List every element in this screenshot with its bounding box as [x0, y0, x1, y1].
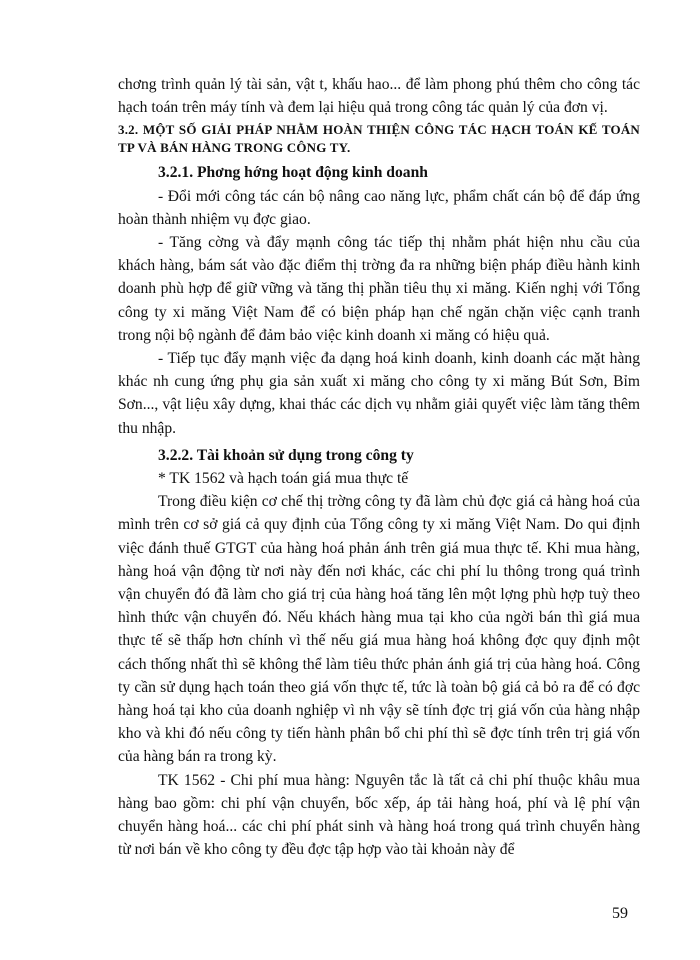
paragraph-diversification: - Tiếp tục đẩy mạnh việc đa dạng hoá kinh doanh, kinh doanh các mặt hàng khác nh cung ứng phụ gia sản xuất xi măng cho công ty xi măng Bút Sơn, Bỉm Sơn..., vật liệu xây dựng, khai thác các dịch vụ nhằm giải quyết việc làm tăng thêm thu nhập. — [118, 350, 640, 437]
paragraph-staff-renewal: - Đổi mới công tác cán bộ nâng cao năng lực, phẩm chất cán bộ để đáp ứng hoàn thành nhiệm vụ đợc giao. — [118, 187, 640, 228]
subsection-heading-3-2-1: 3.2.1. Phơng hớng hoạt động kinh doanh — [158, 164, 428, 182]
page-number: 59 — [612, 905, 628, 922]
paragraph-continuation: chơng trình quản lý tài sản, vật t, khấu hao... để làm phong phú thêm cho công tác hạch toán trên máy tính và đem lại hiệu quả trong công tác quản lý của đơn vị. — [118, 76, 640, 117]
paragraph-market-conditions: Trong điều kiện cơ chế thị trờng công ty đã làm chủ đợc giá cả hàng hoá của mình trên cơ sở giá cả quy định của Tổng công ty xi măng Việt Nam. Do qui định việc đánh thuế GTGT của hàng hoá phản ánh trên giá mua thực tế. Khi mua hàng, hàng hoá vận động từ nơi này đến nơi khác, các chi phí lu thông trong quá trình vận chuyển đó đã làm cho giá trị của hàng hoá tăng lên một lợng phù hợp tuỳ theo hình thức vận chuyển đó. Nếu khách hàng mua tại kho của ngời bán thì giá mua thực tế sẽ thấp hơn chính vì thế nếu giá mua hàng hoá không đợc quy định một cách thống nhất thì sẽ không thể làm tiêu thức phản ánh giá trị của hàng hoá. Công ty cần sử dụng hạch toán theo giá vốn thực tế, tức là toàn bộ giá cả bỏ ra để có đợc hàng hoá tại kho của doanh nghiệp vì nh vậy sẽ tính đợc trị giá vốn của hàng nhập kho và khi đó nếu công ty tiến hành phân bổ chi phí thì sẽ đợc tính trên trị giá vốn của hàng bán ra trong kỳ. — [118, 493, 640, 766]
section-heading-3-2: 3.2. MỘT SỐ GIẢI PHÁP NHẰM HOÀN THIỆN CÔNG TÁC HẠCH TOÁN KẾ TOÁN TP VÀ BÁN HÀNG TRONG CÔNG TY. — [118, 122, 640, 156]
subsection-heading-3-2-2: 3.2.2. Tài khoản sử dụng trong công ty — [158, 446, 414, 464]
page-body — [118, 73, 640, 862]
paragraph-purchase-costs: TK 1562 - Chi phí mua hàng: Nguyên tắc là tất cả chi phí thuộc khâu mua hàng bao gồm: chi phí vận chuyển, bốc xếp, áp tải hàng hoá, phí và lệ phí vận chuyển hàng hoá... các chi phí phát sinh và hàng hoá trong quá trình chuyển hàng từ nơi bán về kho công ty đều đợc tập hợp vào tài khoản này để — [118, 771, 640, 859]
paragraph-tk-1562-intro: * TK 1562 và hạch toán giá mua thực tế — [158, 470, 409, 488]
paragraph-marketing: - Tăng cờng và đẩy mạnh công tác tiếp thị nhằm phát hiện nhu cầu của khách hàng, bám sát vào đặc điểm thị trờng đa ra những biện pháp điều hành kinh doanh phù hợp để giữ vững và tăng thị phần tiêu thụ xi măng. Kiến nghị với Tổng công ty xi măng Việt Nam để có biện pháp hạn chế ngăn chặn việc cạnh tranh trong nội bộ ngành để đảm bảo việc kinh doanh xi măng có hiệu quả. — [118, 234, 640, 344]
